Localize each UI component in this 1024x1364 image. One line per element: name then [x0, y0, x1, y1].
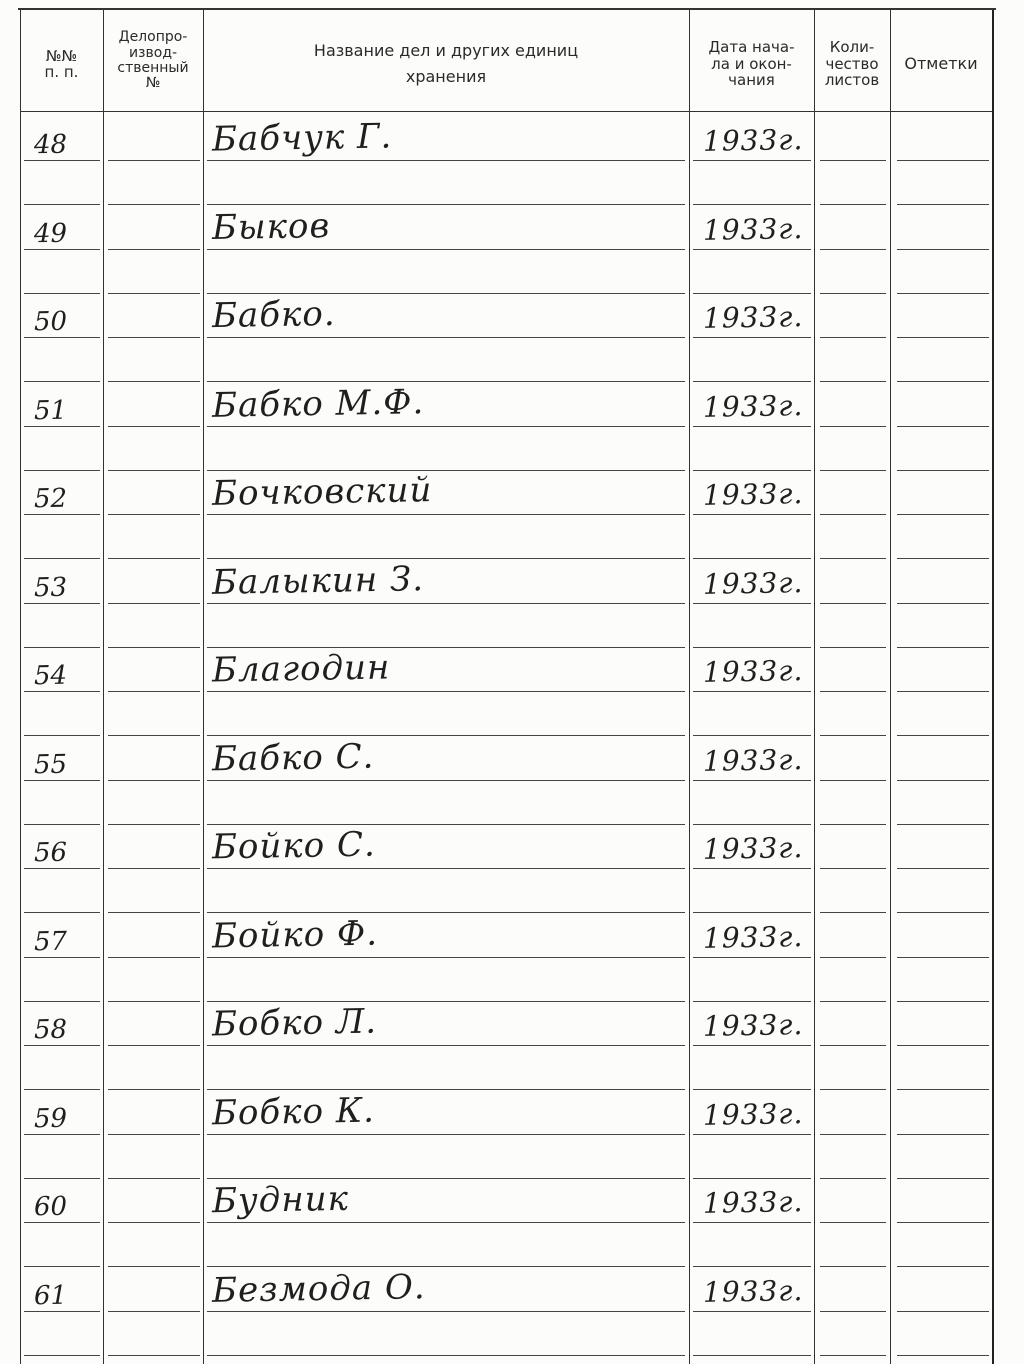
- row-rule: [897, 603, 989, 604]
- row-number: 55: [33, 749, 68, 780]
- row-rule: [693, 691, 811, 692]
- row-rule: [897, 1311, 989, 1312]
- row-number: 58: [33, 1014, 68, 1046]
- row-rule: [693, 780, 811, 781]
- record-date: 1933г.: [702, 831, 804, 866]
- row-rule: [207, 558, 685, 559]
- row-rule: [207, 912, 685, 913]
- row-rule: [820, 780, 886, 781]
- row-rule: [108, 1178, 200, 1179]
- row-rule: [207, 470, 685, 471]
- row-rule: [693, 1045, 811, 1046]
- record-date: 1933г.: [702, 477, 804, 512]
- record-date: 1933г.: [702, 565, 804, 601]
- row-rule: [24, 735, 100, 736]
- record-date: 1933г.: [702, 919, 804, 955]
- record-title: Бабко М.Ф.: [211, 381, 425, 426]
- column-divider: [992, 10, 994, 1364]
- row-rule: [820, 514, 886, 515]
- row-rule: [897, 426, 989, 427]
- row-rule: [108, 470, 200, 471]
- record-title: Будник: [211, 1178, 350, 1222]
- column-divider: [203, 10, 204, 1364]
- row-number: 49: [33, 218, 68, 249]
- top-border: [18, 8, 996, 10]
- row-rule: [820, 1045, 886, 1046]
- row-rule: [108, 293, 200, 294]
- row-rule: [897, 957, 989, 958]
- row-rule: [108, 824, 200, 825]
- record-title: Бочковский: [211, 470, 433, 514]
- row-rule: [207, 735, 685, 736]
- row-rule: [207, 514, 685, 515]
- row-rule: [897, 1178, 989, 1179]
- row-rule: [820, 647, 886, 648]
- row-rule: [207, 1001, 685, 1002]
- row-rule: [108, 337, 200, 338]
- row-rule: [207, 1311, 685, 1312]
- row-rule: [108, 780, 200, 781]
- record-title: Быков: [211, 205, 331, 248]
- row-rule: [897, 1089, 989, 1090]
- row-rule: [108, 868, 200, 869]
- row-rule: [897, 691, 989, 692]
- record-date: 1933г.: [702, 1185, 804, 1220]
- row-number: 59: [33, 1103, 68, 1134]
- record-date: 1933г.: [702, 123, 804, 158]
- row-rule: [693, 470, 811, 471]
- record-date: 1933г.: [702, 742, 804, 778]
- row-rule: [693, 1311, 811, 1312]
- record-date: 1933г.: [702, 654, 804, 689]
- row-rule: [693, 1001, 811, 1002]
- row-rule: [24, 1089, 100, 1090]
- column-divider: [103, 10, 104, 1364]
- row-rule: [24, 1355, 100, 1356]
- row-rule: [897, 647, 989, 648]
- row-rule: [108, 735, 200, 736]
- header-bottom-line: [20, 111, 992, 112]
- header-sheet-count: Коли- чество листов: [824, 38, 880, 90]
- row-rule: [207, 293, 685, 294]
- row-rule: [108, 426, 200, 427]
- row-rule: [108, 1134, 200, 1135]
- row-rule: [108, 1001, 200, 1002]
- row-rule: [108, 249, 200, 250]
- row-rule: [820, 1355, 886, 1356]
- row-rule: [693, 249, 811, 250]
- record-title: Балыкин З.: [211, 558, 425, 603]
- row-rule: [207, 780, 685, 781]
- row-rule: [897, 558, 989, 559]
- row-rule: [24, 470, 100, 471]
- column-divider: [20, 10, 21, 1364]
- record-title: Благодин: [211, 647, 391, 691]
- record-date: 1933г.: [702, 300, 804, 335]
- row-rule: [207, 691, 685, 692]
- row-rule: [820, 691, 886, 692]
- row-rule: [820, 1001, 886, 1002]
- row-rule: [108, 1355, 200, 1356]
- row-rule: [693, 957, 811, 958]
- row-rule: [820, 1222, 886, 1223]
- row-rule: [207, 1089, 685, 1090]
- record-date: 1933г.: [702, 388, 804, 424]
- row-rule: [897, 204, 989, 205]
- row-number: 48: [33, 129, 68, 161]
- row-rule: [820, 381, 886, 382]
- row-rule: [693, 160, 811, 161]
- record-title: Бобко К.: [211, 1090, 376, 1133]
- column-divider: [890, 10, 891, 1364]
- row-rule: [24, 1266, 100, 1267]
- row-number: 61: [33, 1280, 68, 1311]
- record-title: Безмода О.: [211, 1266, 426, 1311]
- row-rule: [693, 426, 811, 427]
- row-rule: [820, 1311, 886, 1312]
- row-rule: [108, 381, 200, 382]
- row-rule: [820, 868, 886, 869]
- row-rule: [820, 558, 886, 559]
- row-number: 54: [33, 660, 68, 692]
- row-rule: [820, 1178, 886, 1179]
- row-rule: [897, 1355, 989, 1356]
- row-rule: [207, 1045, 685, 1046]
- row-rule: [693, 1355, 811, 1356]
- record-title: Бабко.: [211, 293, 336, 337]
- row-rule: [820, 1266, 886, 1267]
- row-rule: [207, 1355, 685, 1356]
- record-title: Бабчук Г.: [211, 116, 393, 160]
- row-rule: [820, 735, 886, 736]
- row-rule: [693, 868, 811, 869]
- record-title: Бойко Ф.: [211, 913, 379, 956]
- row-rule: [820, 1134, 886, 1135]
- row-rule: [693, 1089, 811, 1090]
- row-rule: [693, 647, 811, 648]
- row-rule: [693, 912, 811, 913]
- row-rule: [207, 426, 685, 427]
- row-rule: [820, 1089, 886, 1090]
- row-rule: [108, 957, 200, 958]
- row-rule: [820, 912, 886, 913]
- row-rule: [108, 558, 200, 559]
- row-rule: [820, 957, 886, 958]
- record-date: 1933г.: [702, 211, 804, 247]
- row-rule: [108, 1311, 200, 1312]
- row-rule: [820, 249, 886, 250]
- row-rule: [108, 912, 200, 913]
- row-rule: [897, 160, 989, 161]
- row-rule: [693, 824, 811, 825]
- row-rule: [108, 691, 200, 692]
- row-rule: [207, 249, 685, 250]
- row-rule: [108, 204, 200, 205]
- column-divider: [689, 10, 690, 1364]
- row-rule: [108, 1222, 200, 1223]
- record-date: 1933г.: [702, 1096, 804, 1132]
- row-rule: [207, 1134, 685, 1135]
- row-rule: [897, 868, 989, 869]
- header-dates: Дата нача- ла и окон- чания: [708, 38, 795, 90]
- row-rule: [693, 204, 811, 205]
- row-rule: [693, 1134, 811, 1135]
- header-office-number: Делопро- извод- ственный №: [117, 29, 189, 92]
- row-rule: [897, 249, 989, 250]
- row-rule: [108, 1045, 200, 1046]
- row-rule: [897, 780, 989, 781]
- row-rule: [108, 647, 200, 648]
- row-rule: [24, 381, 100, 382]
- header-title: Название дел и других единиц хранения: [313, 41, 579, 86]
- row-rule: [820, 337, 886, 338]
- row-number: 52: [33, 483, 68, 515]
- row-number: 50: [33, 306, 68, 338]
- row-rule: [207, 1266, 685, 1267]
- row-rule: [207, 957, 685, 958]
- row-number: 53: [33, 572, 68, 603]
- row-rule: [693, 558, 811, 559]
- row-rule: [897, 470, 989, 471]
- row-rule: [24, 647, 100, 648]
- row-rule: [24, 912, 100, 913]
- row-rule: [820, 426, 886, 427]
- row-rule: [207, 868, 685, 869]
- row-rule: [897, 1222, 989, 1223]
- row-number: 60: [33, 1191, 68, 1223]
- row-rule: [693, 735, 811, 736]
- row-rule: [207, 337, 685, 338]
- row-rule: [693, 514, 811, 515]
- row-rule: [24, 824, 100, 825]
- row-rule: [693, 381, 811, 382]
- header-number: №№ п. п.: [44, 46, 79, 81]
- row-rule: [207, 1222, 685, 1223]
- record-title: Бабко С.: [211, 736, 375, 779]
- row-rule: [897, 824, 989, 825]
- row-rule: [897, 1001, 989, 1002]
- row-rule: [820, 293, 886, 294]
- row-rule: [897, 735, 989, 736]
- row-rule: [24, 293, 100, 294]
- row-rule: [897, 1266, 989, 1267]
- row-rule: [207, 824, 685, 825]
- row-rule: [820, 204, 886, 205]
- row-number: 56: [33, 837, 68, 869]
- row-number: 57: [33, 926, 68, 957]
- row-rule: [820, 824, 886, 825]
- row-rule: [207, 160, 685, 161]
- record-date: 1933г.: [702, 1273, 804, 1309]
- row-rule: [693, 1178, 811, 1179]
- row-rule: [24, 558, 100, 559]
- row-rule: [897, 337, 989, 338]
- row-rule: [897, 1134, 989, 1135]
- row-rule: [897, 293, 989, 294]
- row-rule: [820, 603, 886, 604]
- row-rule: [108, 160, 200, 161]
- record-title: Бобко Л.: [211, 1001, 378, 1045]
- row-rule: [207, 1178, 685, 1179]
- row-rule: [897, 514, 989, 515]
- column-divider: [814, 10, 815, 1364]
- row-rule: [897, 912, 989, 913]
- row-rule: [108, 1266, 200, 1267]
- row-rule: [207, 204, 685, 205]
- row-rule: [24, 204, 100, 205]
- record-date: 1933г.: [702, 1008, 804, 1043]
- row-rule: [108, 1089, 200, 1090]
- row-rule: [207, 647, 685, 648]
- header-notes: Отметки: [904, 54, 978, 74]
- row-rule: [207, 381, 685, 382]
- row-number: 51: [33, 395, 68, 426]
- row-rule: [207, 603, 685, 604]
- row-rule: [24, 1001, 100, 1002]
- row-rule: [108, 603, 200, 604]
- row-rule: [693, 293, 811, 294]
- row-rule: [820, 160, 886, 161]
- row-rule: [693, 337, 811, 338]
- record-title: Бойко С.: [211, 824, 377, 868]
- row-rule: [693, 603, 811, 604]
- row-rule: [24, 1178, 100, 1179]
- row-rule: [693, 1222, 811, 1223]
- row-rule: [897, 381, 989, 382]
- row-rule: [820, 470, 886, 471]
- row-rule: [693, 1266, 811, 1267]
- row-rule: [108, 514, 200, 515]
- row-rule: [897, 1045, 989, 1046]
